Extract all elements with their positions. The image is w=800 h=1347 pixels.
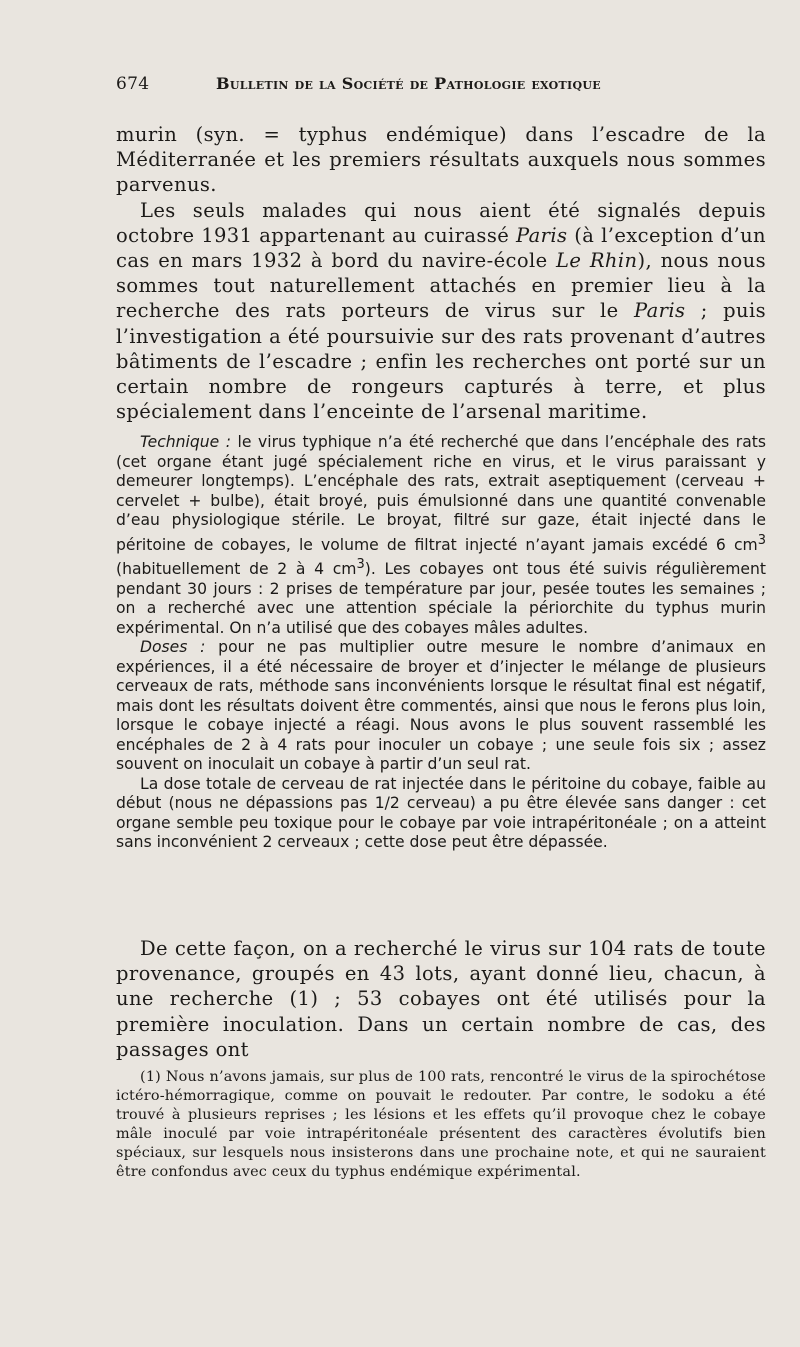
paragraph-results: De cette façon, on a recherché le virus sur 104 rats de toute provenance, groupés en 43 lots, ayant donné lieu, chacun, à une recherche (1) ; 53 cobayes ont été utilisés pour la première inoculation. Dans un certain nombre de cas, des passages ont bbox=[116, 937, 766, 1061]
ship-name: Paris bbox=[515, 223, 568, 247]
superscript: 3 bbox=[757, 532, 766, 548]
text-run: Les seuls malades qui nous aient été signalés depuis octobre 1931 appartenant au cuirassé bbox=[116, 198, 766, 247]
text-run: ). Les cobayes ont tous été suivis régulièrement pendant 30 jours : 2 prises de température par jour, pesée toutes les semaines ; on a recherché avec une attention spéciale la périorchite du typhus murin expérimental. On n’a utilisé que des cobayes mâles adultes. bbox=[116, 560, 767, 637]
text-run: ), nous nous sommes tout naturellement attachés en premier lieu à la recherche des rats porteurs de virus sur le bbox=[116, 249, 766, 323]
paragraph-dose-totale: La dose totale de cerveau de rat injectée dans le péritoine du cobaye, faible au début (nous ne dépassions pas 1/2 cerveau) a pu être élevée sans danger : cet organe semble peu toxique pour le cobaye par voie intrapéritonéale ; on a atteint sans inconvénient 2 cerveaux ; cette dose peut être dépassée. bbox=[116, 774, 766, 852]
ship-name: Paris bbox=[633, 299, 686, 323]
text-run: (habituellement de 2 à 4 cm bbox=[116, 560, 357, 579]
paragraph-malades bbox=[116, 198, 766, 425]
page-number: 674 bbox=[116, 74, 150, 94]
footnote-text: (1) Nous n’avons jamais, sur plus de 100 rats, rencontré le virus de la spirochétose ictéro-hémorragique, comme on pouvait le redouter. Par contre, le sodoku a été trouvé à plusieurs reprises ; les lésions et les effets qu’il provoque chez le cobaye mâle inoculé par voie intrapéritonéale présentent des caractères évolutifs bien spéciaux, sur lesquels nous insisterons dans une prochaine note, et qui ne sauraient être confondus avec ceux du typhus endémique expérimental. bbox=[116, 1069, 766, 1180]
footnote bbox=[116, 1068, 766, 1182]
ship-name: Le Rhin bbox=[556, 249, 638, 273]
paragraph-technique bbox=[116, 433, 766, 638]
paragraph-doses bbox=[116, 638, 766, 775]
page-header bbox=[116, 74, 766, 94]
text-run: (à l’exception d’un cas en mars 1932 à bord du navire-école bbox=[116, 223, 766, 273]
running-title: Bulletin de la Société de Pathologie exotique bbox=[216, 74, 601, 93]
paragraph-continuation: murin (syn. = typhus endémique) dans l’escadre de la Méditerranée et les premiers résultats auxquels nous sommes parvenus. bbox=[116, 123, 766, 197]
superscript: 3 bbox=[356, 557, 365, 573]
main-text-section-2 bbox=[116, 936, 766, 1062]
main-text-section-1 bbox=[116, 122, 766, 424]
text-run: ; puis l’investigation a été poursuivie sur des rats provenant d’autres bâtiments de l’escadre ; enfin les recherches ont porté sur un certain nombre de rongeurs capturés à terre, et plus spécialement dans l’enceinte de l’arsenal maritime. bbox=[116, 299, 766, 424]
methods-section bbox=[116, 433, 766, 853]
technique-label: Technique : bbox=[140, 433, 232, 451]
text-run: le virus typhique n’a été recherché que dans l’encéphale des rats (cet organe étant jugé spécialement riche en virus, et le virus paraissant y demeurer longtemps). L’encéphale des rats, extrait aseptiquement (cerveau + cervelet + bulbe), était broyé, puis émulsionné dans une quantité convenable d’eau physiologique stérile. Le broyat, filtré sur gaze, était injecté dans le péritoine de cobayes, le volume de filtrat injecté n’ayant jamais excédé 6 cm bbox=[116, 433, 766, 554]
text-run: pour ne pas multiplier outre mesure le nombre d’animaux en expériences, il a été nécessaire de broyer et d’injecter le mélange de plusieurs cerveaux de rats, méthode sans inconvénients lorsque le résultat final est négatif, mais dont les résultats doivent être commentés, ainsi que nous le ferons plus loin, lorsque le cobaye injecté a réagi. Nous avons le plus souvent rassemblé les encéphales de 2 à 4 rats pour inoculer un cobaye ; une seule fois six ; assez souvent on inoculait un cobaye à partir d’un seul rat. bbox=[116, 638, 766, 774]
doses-label: Doses : bbox=[140, 638, 206, 657]
